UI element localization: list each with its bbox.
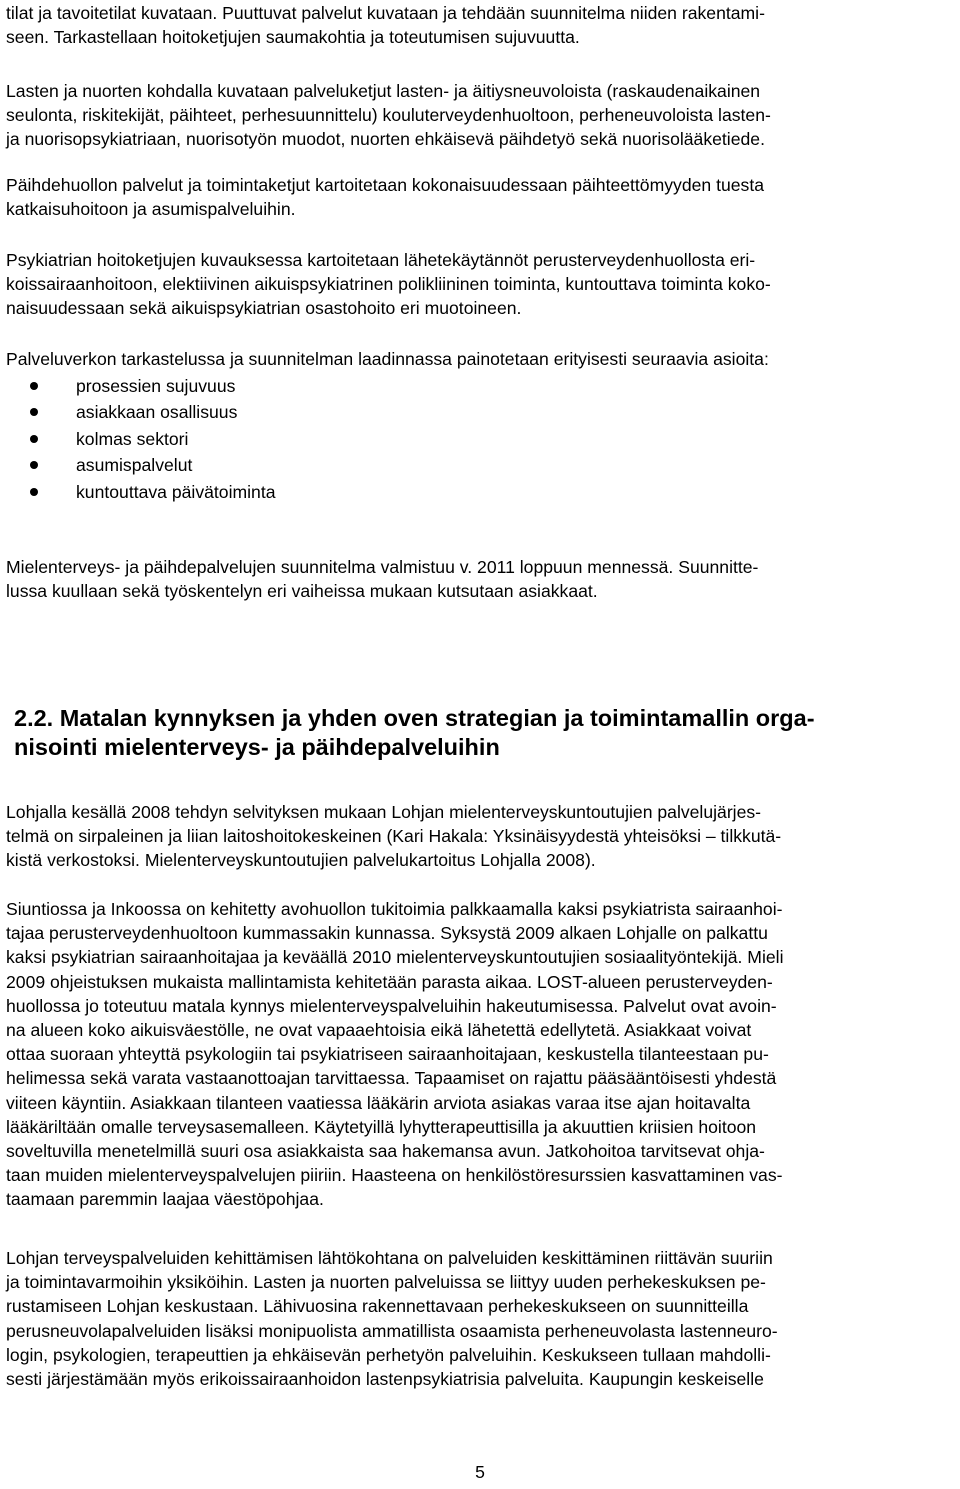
text-line: Mielenterveys- ja päihdepalvelujen suunnitelma valmistuu v. 2011 loppuun mennessä. Suunnitte-	[6, 557, 759, 577]
list-item-text: kolmas sektori	[76, 428, 189, 449]
text-line: Psykiatrian hoitoketjujen kuvauksessa kartoitetaan lähetekäytännöt perusterveydenhuollosta eri-	[6, 250, 756, 270]
bullet-icon	[30, 382, 38, 390]
list-item-text: kuntouttava päivätoiminta	[76, 481, 276, 502]
list-item-text: asumispalvelut	[76, 455, 193, 476]
text-line: Lohjan terveyspalveluiden kehittämisen lähtökohtana on palveluiden keskittäminen riittävän suuriin	[6, 1248, 773, 1268]
text-line: kaksi psykiatrian sairaanhoitajaa ja keväällä 2010 mielenterveyskuntoutujien sosiaalityöntekijä. Mieli	[6, 947, 784, 968]
text-line: sesti järjestämään myös erikoissairaanhoidon lastenpsykiatrisia palveluita. Kaupungin keskeiselle	[6, 1369, 764, 1390]
list-item-text: prosessien sujuvuus	[76, 376, 236, 396]
text-line: rustamiseen Lohjan keskustaan. Lähivuosina rakennettavaan perhekeskukseen on suunnitteilla	[6, 1296, 749, 1317]
list-item	[6, 452, 954, 478]
text-line: seen. Tarkastellaan hoitoketjujen saumakohtia ja toteutumisen sujuvuutta.	[6, 27, 580, 48]
bullet-icon	[30, 408, 38, 416]
list-item	[6, 479, 954, 505]
text-line: Päihdehuollon palvelut ja toimintaketjut kartoitetaan kokonaisuudessaan päihteettömyyden tuesta	[6, 175, 765, 195]
text-line: taan muiden mielenterveyspalvelujen piiriin. Haasteena on henkilöstöresurssien kasvattaminen vas-	[6, 1165, 783, 1186]
text-line: ja nuorisopsykiatriaan, nuorisotyön muodot, nuorten ehkäisevä päihdetyö sekä nuorisolääketiede.	[6, 129, 765, 150]
page-number: 5	[475, 1462, 485, 1482]
text-line: koissairaanhoitoon, elektiivinen aikuispsykiatrinen polikliininen toiminta, kuntouttava toiminta koko-	[6, 274, 771, 295]
heading-line: 2.2. Matalan kynnyksen ja yhden oven strategian ja toimintamallin orga-	[14, 705, 815, 731]
text-line: seulonta, riskitekijät, päihteet, perhesuunnittelu) kouluterveydenhuoltoon, perheneuvoloista lasten-	[6, 105, 771, 126]
text-line: ottaa suoraan yhteyttä psykologiin tai psykiatriseen sairaanhoitajaan, keskustella tilanteestaan pu-	[6, 1044, 769, 1065]
bullet-icon	[30, 461, 38, 469]
paragraph-intro-continuation	[6, 1, 954, 49]
text-line: Siuntiossa ja Inkoossa on kehitetty avohuollon tukitoimia palkkaamalla kaksi psykiatrista sairaanhoi-	[6, 899, 783, 919]
text-line: kistä verkostoksi. Mielenterveyskuntoutujien palvelukartoitus Lohjalla 2008).	[6, 850, 596, 871]
text-line: katkaisuhoitoon ja asumispalveluihin.	[6, 199, 296, 220]
text-line: Lohjalla kesällä 2008 tehdyn selvityksen mukaan Lohjan mielenterveyskuntoutujien palvelujärjes-	[6, 802, 762, 822]
text-line: Lasten ja nuorten kohdalla kuvataan palveluketjut lasten- ja äitiysneuvoloista (raskaudenaikainen	[6, 81, 761, 101]
bullet-icon	[30, 488, 38, 496]
text-line: helimessa sekä varata vastaanottoajan tarvittaessa. Tapaamiset on rajattu pääsääntöisesti yhdestä	[6, 1068, 777, 1089]
text-line: Palveluverkon tarkastelussa ja suunnitelman laadinnassa painotetaan erityisesti seuraavia asioita:	[6, 349, 769, 369]
text-line: lääkäriltään omalle terveysasemalleen. Käytetyillä lyhytterapeuttisilla ja akuuttien kriisien hoitoon	[6, 1116, 757, 1137]
text-line: login, psykologien, terapeuttien ja ehkäisevän perhetyön palveluihin. Keskukseen tullaan mahdolli-	[6, 1344, 771, 1365]
list-item	[6, 373, 954, 399]
list-item	[6, 399, 954, 425]
paragraph-outpatient-support	[6, 897, 954, 1212]
text-line: viiteen käyntiin. Asiakkaan tilanteen vaatiessa lääkärin arviota asiakas varaa itse ajan hoitavalta	[6, 1092, 751, 1113]
text-line: soveltuvilla menetelmillä suuri osa asiakkaista saa hakemansa avun. Jatkohoitoa tarvitsevat ohja-	[6, 1141, 765, 1162]
text-line: naisuudessaan sekä aikuispsykiatrian osastohoito eri muotoineen.	[6, 298, 522, 319]
priority-list	[6, 373, 954, 505]
paragraph-lohja-survey	[6, 800, 954, 873]
text-line: na alueen koko aikuisväestölle, ne ovat vapaaehtoisia eikä lähetettä edellytetä. Asiakkaat voivat	[6, 1020, 752, 1041]
section-heading	[14, 704, 954, 762]
paragraph-children-youth	[6, 79, 954, 152]
text-line: tajaa perusterveydenhuoltoon kummassakin kunnassa. Syksystä 2009 alkaen Lohjalle on palkattu	[6, 923, 768, 944]
paragraph-service-network	[6, 347, 954, 371]
text-line: huollossa jo toteutuu matala kynnys mielenterveyspalveluihin hakeutumisessa. Palvelut ovat avoin-	[6, 995, 777, 1016]
bullet-icon	[30, 435, 38, 443]
paragraph-psychiatry	[6, 248, 954, 321]
text-line: telmä on sirpaleinen ja liian laitoshoitokeskeinen (Kari Hakala: Yksinäisyydestä yhteisöksi – tilkkutä-	[6, 826, 782, 847]
text-line: tilat ja tavoitetilat kuvataan. Puuttuvat palvelut kuvataan ja tehdään suunnitelma niiden rakentami-	[6, 3, 765, 23]
list-item-text: asiakkaan osallisuus	[76, 402, 238, 423]
heading-line: nisointi mielenterveys- ja päihdepalveluihin	[14, 734, 500, 760]
list-item	[6, 426, 954, 452]
paragraph-lohja-development	[6, 1246, 954, 1391]
paragraph-substance-services	[6, 173, 954, 221]
text-line: 2009 ohjeistuksen mukaista mallintamista kehitetään parasta aikaa. LOST-alueen perusterveyden-	[6, 971, 773, 992]
text-line: ja toimintavarmoihin yksiköihin. Lasten ja nuorten palveluissa se liittyy uuden perhekeskuksen pe-	[6, 1272, 766, 1293]
text-line: lussa kuullaan sekä työskentelyn eri vaiheissa mukaan kutsutaan asiakkaat.	[6, 581, 598, 602]
paragraph-plan-completion	[6, 555, 954, 603]
text-line: perusneuvolapalveluiden lisäksi monipuolista ammatillista osaamista perheneuvolasta lastenneuro-	[6, 1320, 778, 1341]
text-line: taamaan paremmin laajaa väestöpohjaa.	[6, 1189, 324, 1210]
